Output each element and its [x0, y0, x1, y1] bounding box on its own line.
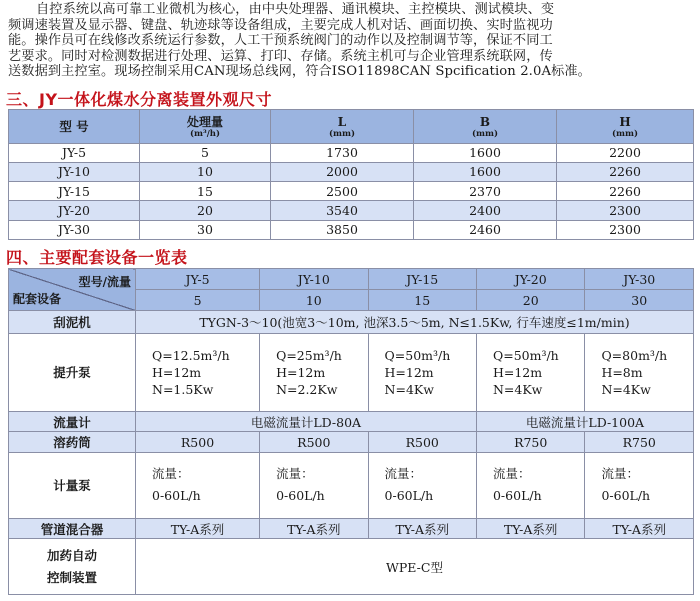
- corner-top-label: 型号/流量: [78, 275, 131, 289]
- model-header: JY-5: [136, 269, 260, 290]
- corner-header: [9, 269, 136, 311]
- section3-heading: 三、JY一体化煤水分离装置外观尺寸: [6, 90, 273, 109]
- model-header: JY-30: [585, 269, 694, 290]
- dimensions-table: [8, 109, 694, 240]
- corner-bottom-label: 配套设备: [13, 292, 62, 307]
- pump-n: N=2.2Kw: [276, 381, 338, 397]
- cell: 2000: [271, 162, 414, 181]
- cell: 10: [140, 162, 271, 181]
- flow-header: 20: [476, 290, 584, 311]
- meter-value: 0-60L/h: [384, 488, 434, 504]
- cell: JY-20: [9, 201, 140, 220]
- cell: [368, 333, 476, 411]
- cell: 5: [140, 143, 271, 162]
- pump-q: Q=25m³/h: [276, 347, 342, 363]
- cell: 3850: [271, 220, 414, 239]
- cell: TY-A系列: [368, 518, 476, 539]
- col-header: L (mm): [271, 110, 414, 144]
- cell: R500: [368, 432, 476, 453]
- intro-paragraph: [8, 2, 694, 80]
- table-row: [9, 220, 694, 239]
- cell: 15: [140, 182, 271, 201]
- flow-header: 5: [136, 290, 260, 311]
- cell: R500: [136, 432, 260, 453]
- meter-value: 0-60L/h: [276, 488, 325, 504]
- table-row: [9, 162, 694, 181]
- cell: 2200: [557, 143, 694, 162]
- cell: TY-A系列: [260, 518, 368, 539]
- pump-n: N=4Kw: [601, 381, 651, 397]
- row-label: 计量泵: [9, 453, 136, 519]
- table-row: [9, 182, 694, 201]
- cell: 1730: [271, 143, 414, 162]
- cell: 2260: [557, 182, 694, 201]
- cell: [136, 333, 260, 411]
- pump-h: H=12m: [152, 364, 202, 380]
- pump-q: Q=50m³/h: [492, 347, 559, 363]
- flow-header: 15: [368, 290, 476, 311]
- table-row: [9, 411, 694, 432]
- meter-value: 0-60L/h: [492, 488, 542, 504]
- col-header: B (mm): [414, 110, 557, 144]
- cell: [476, 333, 584, 411]
- cell: [585, 453, 694, 519]
- cell: TY-A系列: [476, 518, 584, 539]
- cell: [260, 453, 368, 519]
- table-row: [9, 453, 694, 519]
- meter-label: 流量：: [276, 466, 314, 482]
- cell: [585, 333, 694, 411]
- pump-q: Q=12.5m³/h: [152, 347, 230, 363]
- table-header-row: [9, 110, 694, 144]
- pump-h: H=12m: [384, 364, 434, 380]
- cell: R750: [476, 432, 584, 453]
- table-row: [9, 539, 694, 595]
- intro-line: 送数据到主控室。现场控制采用CAN现场总线网，符合ISO11898CAN Spcification 2.0A标准。: [8, 64, 591, 80]
- pump-h: H=8m: [601, 364, 643, 380]
- table-header-row: [9, 269, 694, 290]
- row-label-line: 控制装置: [46, 569, 97, 585]
- row-label-line: 加药自动: [46, 547, 97, 563]
- table-row: [9, 333, 694, 411]
- table-row: [9, 311, 694, 334]
- meter-label: 流量：: [601, 466, 639, 482]
- cell: JY-15: [9, 182, 140, 201]
- intro-line: 频调速装置及显示器、键盘、轨迹球等设备组成，主要完成人机对话、画面切换、实时监视功: [8, 17, 553, 33]
- section4-heading: 四、主要配套设备一览表: [6, 248, 188, 267]
- cell: WPE-C型: [136, 539, 694, 595]
- meter-value: 0-60L/h: [601, 488, 651, 504]
- cell: 2370: [414, 182, 557, 201]
- cell: 2300: [557, 220, 694, 239]
- col-header: 处理量 (m³/h): [140, 110, 271, 144]
- equipment-table: [8, 268, 694, 595]
- flow-header: 10: [260, 290, 368, 311]
- pump-h: H=12m: [276, 364, 326, 380]
- model-header: JY-20: [476, 269, 584, 290]
- cell: TY-A系列: [585, 518, 694, 539]
- meter-label: 流量：: [152, 466, 190, 482]
- intro-line: 艺要求。同时对检测数据进行处理、运算、打印、存储。系统主机可与企业管理系统联网，传: [8, 48, 553, 64]
- cell: [260, 333, 368, 411]
- row-label: 刮泥机: [9, 311, 136, 334]
- row-label: 管道混合器: [9, 518, 136, 539]
- pump-q: Q=80m³/h: [601, 347, 668, 363]
- cell: 2460: [414, 220, 557, 239]
- cell: R750: [585, 432, 694, 453]
- cell: 2400: [414, 201, 557, 220]
- cell: TYGN-3～10(池宽3～10m, 池深3.5～5m, N≤1.5Kw, 行车速度≤1m/min): [136, 311, 694, 334]
- cell: 2300: [557, 201, 694, 220]
- meter-label: 流量：: [492, 466, 531, 482]
- cell: 电磁流量计LD-80A: [136, 411, 477, 432]
- col-header: 型 号: [9, 110, 140, 144]
- cell: 1600: [414, 162, 557, 181]
- cell: 20: [140, 201, 271, 220]
- meter-value: 0-60L/h: [152, 488, 201, 504]
- cell: 30: [140, 220, 271, 239]
- table-row: [9, 143, 694, 162]
- cell: JY-10: [9, 162, 140, 181]
- cell: 1600: [414, 143, 557, 162]
- row-label: 溶药筒: [9, 432, 136, 453]
- row-label: 提升泵: [9, 333, 136, 411]
- cell: 2500: [271, 182, 414, 201]
- pump-n: N=1.5Kw: [152, 381, 214, 397]
- cell: TY-A系列: [136, 518, 260, 539]
- row-label: [9, 539, 136, 595]
- model-header: JY-15: [368, 269, 476, 290]
- pump-h: H=12m: [492, 364, 543, 380]
- table-row: [9, 201, 694, 220]
- table-row: [9, 518, 694, 539]
- col-header: H (mm): [557, 110, 694, 144]
- row-label: 流量计: [9, 411, 136, 432]
- cell: 电磁流量计LD-100A: [476, 411, 693, 432]
- cell: 2260: [557, 162, 694, 181]
- cell: [476, 453, 584, 519]
- pump-n: N=4Kw: [384, 381, 434, 397]
- flow-header: 30: [585, 290, 694, 311]
- table-row: [9, 432, 694, 453]
- intro-line: 自控系统以高可靠工业微机为核心，由中央处理器、通讯模块、主控模块、测试模块、变: [36, 2, 555, 17]
- cell: JY-30: [9, 220, 140, 239]
- model-header: JY-10: [260, 269, 368, 290]
- meter-label: 流量：: [384, 466, 423, 482]
- cell: [368, 453, 476, 519]
- cell: R500: [260, 432, 368, 453]
- cell: [136, 453, 260, 519]
- pump-n: N=4Kw: [492, 381, 543, 397]
- cell: JY-5: [9, 143, 140, 162]
- cell: 3540: [271, 201, 414, 220]
- pump-q: Q=50m³/h: [384, 347, 451, 363]
- intro-line: 能。操作员可在线修改系统运行参数，人工干预系统阀门的动作以及控制调节等，保证不同工: [8, 33, 553, 49]
